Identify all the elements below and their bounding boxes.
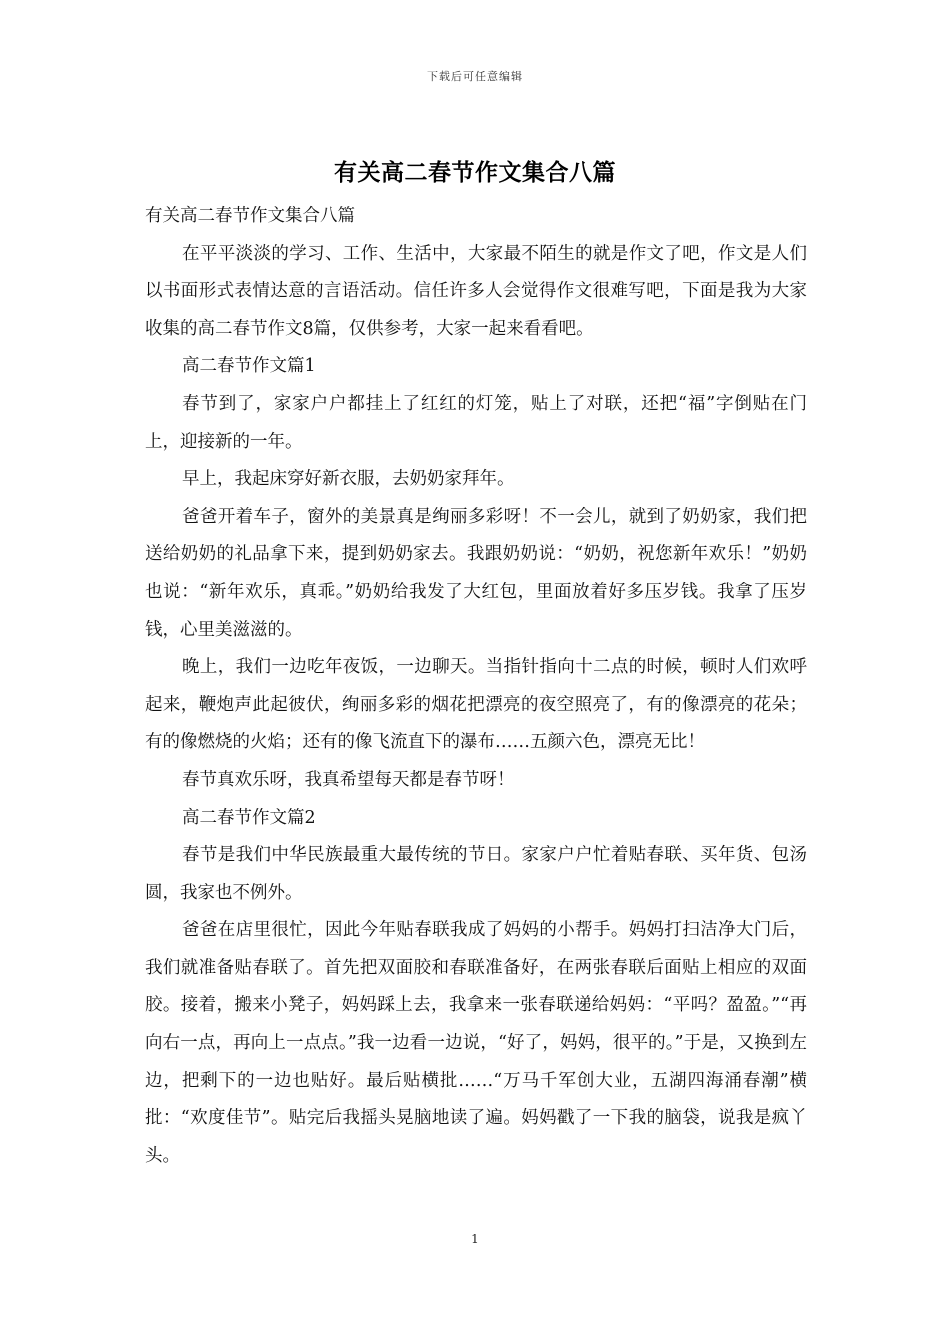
paragraph: 爸爸开着车子，窗外的美景真是绚丽多彩呀！不一会儿，就到了奶奶家，我们把送给奶奶的礼品拿下来，提到奶奶家去。我跟奶奶说：“奶奶，祝您新年欢乐！”奶奶也说：“新年欢乐，真乖。”奶奶给我发了大红包，里面放着好多压岁钱。我拿了压岁钱，心里美滋滋的。 [145,506,807,640]
document-title: 有关高二春节作文集合八篇 [334,159,616,186]
paragraph: 春节是我们中华民族最重大最传统的节日。家家户户忙着贴春联、买年货、包汤圆，我家也不例外。 [145,845,807,903]
paragraph: 春节真欢乐呀，我真希望每天都是春节呀！ [182,769,515,790]
page-header: 下载后可任意编辑 [427,70,523,83]
paragraph-intro: 在平平淡淡的学习、工作、生活中，大家最不陌生的就是作文了吧，作文是人们以书面形式表情达意的言语活动。信任许多人会觉得作文很难写吧，下面是我为大家收集的高二春节作文8篇，仅供参考，大家一起来看看吧。 [145,243,807,339]
paragraph: 早上，我起床穿好新衣服，去奶奶家拜年。 [182,469,515,490]
paragraph: 春节到了，家家户户都挂上了红红的灯笼，贴上了对联，还把“福”字倒贴在门上，迎接新的一年。 [145,393,807,452]
paragraph: 晚上，我们一边吃年夜饭，一边聊天。当指针指向十二点的时候，顿时人们欢呼起来，鞭炮声此起彼伏，绚丽多彩的烟花把漂亮的夜空照亮了，有的像漂亮的花朵；有的像燃烧的火焰；还有的像飞流直下的瀑布……五颜六色，漂亮无比！ [145,657,807,753]
page-number: 1 [471,1232,479,1246]
document-body [145,198,807,1175]
section-heading-essay-2: 高二春节作文篇2 [182,807,316,828]
paragraph-subtitle: 有关高二春节作文集合八篇 [145,206,355,226]
section-heading-essay-1: 高二春节作文篇1 [182,356,316,377]
paragraph: 爸爸在店里很忙，因此今年贴春联我成了妈妈的小帮手。妈妈打扫洁净大门后，我们就准备贴春联了。首先把双面胶和春联准备好，在两张春联后面贴上相应的双面胶。接着，搬来小凳子，妈妈踩上去，我拿来一张春联递给妈妈：“平吗？盈盈。”“再向右一点，再向上一点点。”我一边看一边说，“好了，妈妈，很平的。”于是，又换到左边，把剩下的一边也贴好。最后贴横批……“万马千军创大业，五湖四海涌春潮”横批：“欢度佳节”。贴完后我摇头晃脑地读了遍。妈妈戳了一下我的脑袋，说我是疯丫头。 [145,920,807,1166]
